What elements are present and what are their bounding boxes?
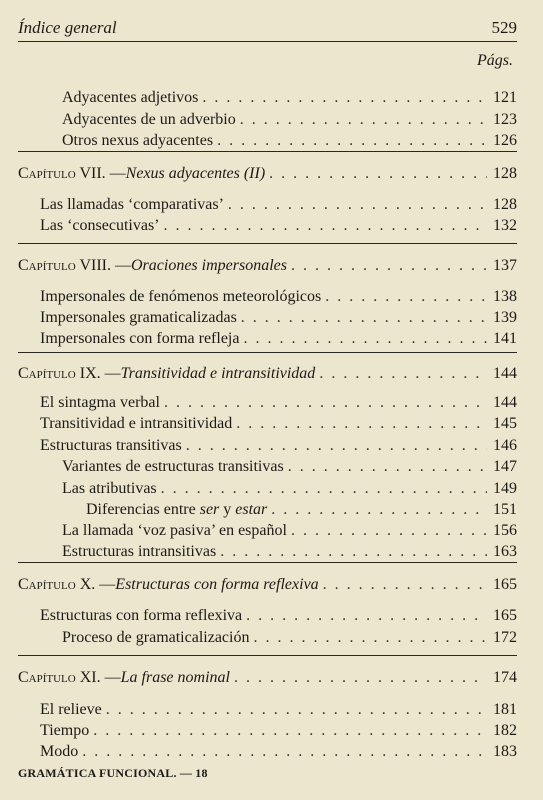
toc-entry-label xyxy=(40,329,239,349)
entry-text: Estructuras con forma reflexiva xyxy=(40,607,243,624)
toc-page-number: 183 xyxy=(493,743,517,760)
toc-entry-label xyxy=(62,542,216,562)
toc-chapter-entry xyxy=(18,668,517,688)
dot-leader xyxy=(164,393,487,413)
toc-entry xyxy=(40,721,517,741)
dot-leader xyxy=(243,329,487,349)
toc-entry xyxy=(40,393,517,413)
toc-entry xyxy=(62,110,517,130)
toc-entry-label xyxy=(40,216,160,236)
toc-page-number: 132 xyxy=(493,217,517,234)
section-divider xyxy=(18,655,517,656)
entry-text: Impersonales gramaticalizadas xyxy=(40,309,237,326)
running-head xyxy=(18,8,517,42)
toc-entry xyxy=(62,628,517,648)
chapter-prefix: Capítulo xyxy=(18,257,76,274)
toc-entry-label xyxy=(40,287,321,307)
toc-page-number: 128 xyxy=(493,196,517,213)
toc-entry-label xyxy=(40,195,224,215)
toc-page-number: 163 xyxy=(493,543,517,560)
toc-entry xyxy=(40,287,517,307)
chapter-prefix: Capítulo xyxy=(18,365,76,382)
entry-text: Adyacentes de un adverbio xyxy=(62,111,236,128)
toc-page-number: 145 xyxy=(493,415,517,432)
toc-entry xyxy=(62,542,517,562)
toc-entry xyxy=(62,457,517,477)
entry-text: Otros nexus adyacentes xyxy=(62,132,214,149)
entry-text: Impersonales de fenómenos meteorológicos xyxy=(40,288,322,305)
toc-entry-label xyxy=(18,364,315,384)
toc-entry-label xyxy=(18,164,265,184)
dot-leader xyxy=(319,364,487,384)
dot-leader xyxy=(269,164,487,184)
dot-leader xyxy=(217,131,487,151)
toc-page-number: 123 xyxy=(493,111,517,128)
toc-entry xyxy=(62,131,517,151)
entry-text: Estructuras intransitivas xyxy=(62,543,217,560)
toc-entry-label xyxy=(40,308,237,328)
toc-entry xyxy=(40,329,517,349)
toc-chapter-entry xyxy=(18,575,517,595)
dot-leader xyxy=(106,700,487,720)
chapter-number: VII. xyxy=(79,165,106,182)
dot-leader xyxy=(161,479,487,499)
chapter-number: IX. xyxy=(79,365,101,382)
dot-leader xyxy=(325,287,487,307)
toc-page-number: 182 xyxy=(493,722,517,739)
toc-entry-label xyxy=(62,479,157,499)
chapter-dash: — xyxy=(109,165,126,182)
toc-entry-label xyxy=(40,742,78,762)
toc-page-number: 174 xyxy=(493,669,517,686)
toc-entry xyxy=(40,606,517,626)
dot-leader xyxy=(186,436,487,456)
toc-page-number: 165 xyxy=(493,576,517,593)
toc-chapter-entry xyxy=(18,364,517,384)
dot-leader xyxy=(236,414,487,434)
entry-text: Modo xyxy=(40,743,79,760)
running-head-title: Índice general xyxy=(18,18,117,37)
chapter-dash: — xyxy=(104,669,121,686)
entry-text: El sintagma verbal xyxy=(40,394,160,411)
toc-page-number: 146 xyxy=(493,437,517,454)
toc-page-number: 137 xyxy=(493,257,517,274)
toc-entry-label xyxy=(40,700,102,720)
chapter-title: Estructuras con forma reflexiva xyxy=(115,576,319,593)
entry-text: Transitividad e intransitividad xyxy=(40,415,233,432)
toc-entry-label xyxy=(62,110,236,130)
toc-entry xyxy=(40,195,517,215)
toc-page-number: 181 xyxy=(493,701,517,718)
section-divider xyxy=(18,243,517,244)
dot-leader xyxy=(246,606,487,626)
entry-text: Las atributivas xyxy=(62,480,157,497)
chapter-title: Oraciones impersonales xyxy=(131,257,287,274)
section-divider xyxy=(18,151,517,152)
dot-leader xyxy=(291,521,487,541)
entry-text: Proceso de gramaticalización xyxy=(62,629,250,646)
chapter-dash: — xyxy=(115,257,131,274)
dot-leader xyxy=(228,195,487,215)
toc-page-number: 144 xyxy=(493,365,517,382)
toc-entry-label xyxy=(18,256,287,276)
dot-leader xyxy=(253,628,487,648)
toc-page-number: 172 xyxy=(493,629,517,646)
section-divider xyxy=(18,562,517,563)
entry-text: La llamada ‘voz pasiva’ en español xyxy=(62,522,287,539)
chapter-prefix: Capítulo xyxy=(18,576,76,593)
dot-leader xyxy=(164,216,487,236)
toc-entry xyxy=(40,308,517,328)
chapter-number: VIII. xyxy=(79,257,111,274)
toc-page-number: 138 xyxy=(493,288,517,305)
toc-entry xyxy=(40,216,517,236)
footer-signature: GRAMÁTICA FUNCIONAL. — 18 xyxy=(18,766,208,780)
dot-leader xyxy=(291,256,487,276)
toc-page-number: 144 xyxy=(493,394,517,411)
toc-page-number: 128 xyxy=(493,165,517,182)
toc-entry-label xyxy=(62,628,249,648)
chapter-prefix: Capítulo xyxy=(18,669,76,686)
chapter-prefix: Capítulo xyxy=(18,165,76,182)
toc-chapter-entry xyxy=(18,164,517,184)
toc-page-number: 141 xyxy=(493,330,517,347)
toc-entry xyxy=(62,88,517,108)
toc-entry-label xyxy=(62,88,198,108)
entry-text: Las ‘consecutivas’ xyxy=(40,217,160,234)
toc-entry xyxy=(40,414,517,434)
entry-text: y xyxy=(223,501,232,518)
dot-leader xyxy=(240,110,487,130)
section-divider xyxy=(18,352,517,353)
entry-text: El relieve xyxy=(40,701,102,718)
dot-leader xyxy=(271,500,487,520)
toc-entry-label xyxy=(86,500,267,520)
toc-entry xyxy=(40,700,517,720)
dot-leader xyxy=(93,721,487,741)
entry-italic: estar xyxy=(235,501,268,518)
toc-page-number: 126 xyxy=(493,132,517,149)
toc-entry xyxy=(86,500,517,520)
toc-entry-label xyxy=(40,393,160,413)
chapter-number: X. xyxy=(79,576,96,593)
dot-leader xyxy=(220,542,487,562)
entry-text: Tiempo xyxy=(40,722,90,739)
toc-entry-label xyxy=(62,521,287,541)
toc-page-number: 147 xyxy=(493,458,517,475)
entry-text: Adyacentes adjetivos xyxy=(62,89,199,106)
chapter-dash: — xyxy=(99,576,116,593)
entry-italic: ser xyxy=(199,501,220,518)
entry-text: Estructuras transitivas xyxy=(40,437,182,454)
toc-entry xyxy=(40,436,517,456)
dot-leader xyxy=(82,742,487,762)
entry-text: Impersonales con forma refleja xyxy=(40,330,240,347)
pages-column-label: Págs. xyxy=(477,52,513,69)
dot-leader xyxy=(202,88,487,108)
toc-page-number: 149 xyxy=(493,480,517,497)
toc-page-number: 151 xyxy=(493,501,517,518)
entry-text: Variantes de estructuras transitivas xyxy=(62,458,284,475)
entry-text: Diferencias entre xyxy=(86,501,196,518)
toc-entry-label xyxy=(62,131,213,151)
toc-page-number: 121 xyxy=(493,89,517,106)
dot-leader xyxy=(241,308,487,328)
toc-entry-label xyxy=(62,457,284,477)
toc-page-number: 156 xyxy=(493,522,517,539)
toc-entry-label xyxy=(40,436,182,456)
dot-leader xyxy=(288,457,487,477)
toc-entry xyxy=(62,479,517,499)
page-number: 529 xyxy=(491,18,517,37)
chapter-number: XI. xyxy=(79,669,101,686)
toc-page-number: 165 xyxy=(493,607,517,624)
dot-leader xyxy=(323,575,487,595)
toc-entry xyxy=(40,742,517,762)
toc-chapter-entry xyxy=(18,256,517,276)
chapter-title: La frase nominal xyxy=(120,669,230,686)
toc-entry xyxy=(62,521,517,541)
toc-entry-label xyxy=(18,668,230,688)
chapter-title: Nexus adyacentes (II) xyxy=(125,165,266,182)
toc-page-number: 139 xyxy=(493,309,517,326)
chapter-title: Transitividad e intransitividad xyxy=(120,365,316,382)
entry-text: Las llamadas ‘comparativas’ xyxy=(40,196,224,213)
dot-leader xyxy=(234,668,487,688)
chapter-dash: — xyxy=(104,365,121,382)
toc-entry-label xyxy=(40,606,242,626)
toc-entry-label xyxy=(40,414,232,434)
toc-entry-label xyxy=(40,721,89,741)
toc-entry-label xyxy=(18,575,319,595)
